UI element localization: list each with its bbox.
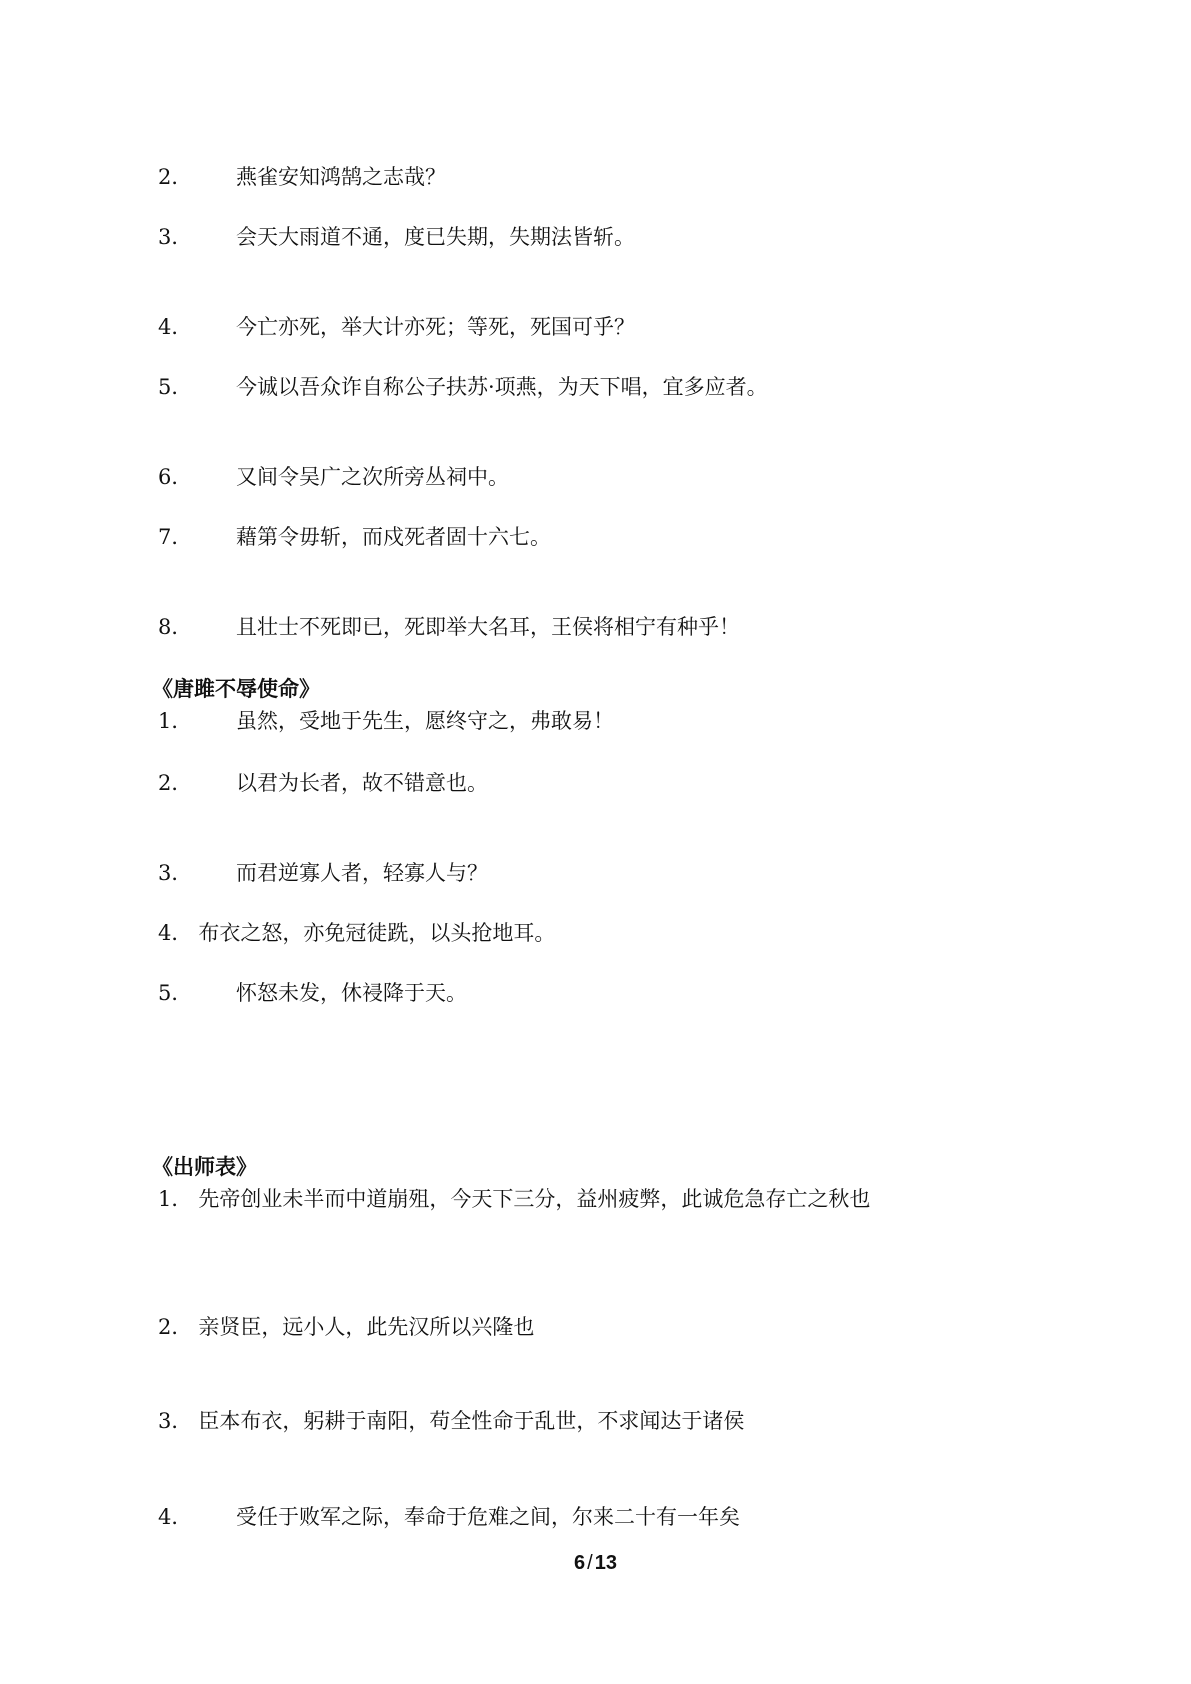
list-item xyxy=(158,520,551,554)
item-number: 6． xyxy=(158,465,193,489)
item-text: 会天大雨道不通，度已失期，失期法皆斩。 xyxy=(236,225,635,249)
list-item xyxy=(158,610,740,644)
section-title: 《唐雎不辱使命》 xyxy=(152,677,320,701)
item-number: 7． xyxy=(158,525,193,549)
list-item xyxy=(158,1500,740,1534)
item-number: 5． xyxy=(158,981,193,1005)
item-text: 怀怒未发，休祲降于天。 xyxy=(236,981,467,1005)
list-item xyxy=(158,1182,870,1216)
item-number: 1． xyxy=(158,1187,193,1211)
item-text: 虽然，受地于先生，愿终守之，弗敢易！ xyxy=(236,709,614,733)
list-item xyxy=(158,976,467,1010)
item-text: 又间令吴广之次所旁丛祠中。 xyxy=(236,465,509,489)
item-number: 4． xyxy=(158,921,193,945)
item-number: 3． xyxy=(158,861,193,885)
list-item xyxy=(158,310,635,344)
item-text: 而君逆寡人者，轻寡人与？ xyxy=(236,861,488,885)
item-text: 藉第令毋斩，而戍死者固十六七。 xyxy=(236,525,551,549)
item-text: 亲贤臣，远小人，此先汉所以兴隆也 xyxy=(198,1315,535,1339)
page-current: 6 xyxy=(574,1552,586,1574)
list-item xyxy=(158,370,768,404)
item-text: 今亡亦死，举大计亦死；等死，死国可乎？ xyxy=(236,315,635,339)
list-item xyxy=(158,160,446,194)
item-number: 3． xyxy=(158,1409,193,1433)
page-separator: / xyxy=(587,1552,593,1574)
item-text: 今诚以吾众诈自称公子扶苏·项燕，为天下唱，宜多应者。 xyxy=(236,375,768,399)
list-item xyxy=(158,766,488,800)
item-number: 1． xyxy=(158,709,193,733)
item-number: 2． xyxy=(158,165,193,189)
item-number: 2． xyxy=(158,1315,193,1339)
page-number xyxy=(0,1548,1191,1578)
item-number: 2． xyxy=(158,771,193,795)
section-title: 《出师表》 xyxy=(152,1155,257,1179)
list-item xyxy=(158,704,614,738)
list-item xyxy=(158,916,555,950)
list-item xyxy=(158,856,488,890)
item-number: 3． xyxy=(158,225,193,249)
list-item xyxy=(158,1404,744,1438)
item-number: 4． xyxy=(158,1505,193,1529)
item-text: 先帝创业未半而中道崩殂，今天下三分，益州疲弊，此诚危急存亡之秋也 xyxy=(198,1187,871,1211)
item-text: 受任于败军之际，奉命于危难之间，尔来二十有一年矣 xyxy=(236,1505,740,1529)
page-total: 13 xyxy=(594,1552,617,1574)
item-number: 4． xyxy=(158,315,193,339)
list-item xyxy=(158,1310,534,1344)
item-text: 臣本布衣，躬耕于南阳，苟全性命于乱世，不求闻达于诸侯 xyxy=(198,1409,745,1433)
list-item xyxy=(158,460,509,494)
item-text: 且壮士不死即已，死即举大名耳，王侯将相宁有种乎！ xyxy=(236,615,740,639)
item-number: 8． xyxy=(158,615,193,639)
item-text: 布衣之怒，亦免冠徒跣，以头抢地耳。 xyxy=(198,921,556,945)
item-text: 以君为长者，故不错意也。 xyxy=(236,771,488,795)
item-number: 5． xyxy=(158,375,193,399)
item-text: 燕雀安知鸿鹄之志哉？ xyxy=(236,165,446,189)
list-item xyxy=(158,220,635,254)
